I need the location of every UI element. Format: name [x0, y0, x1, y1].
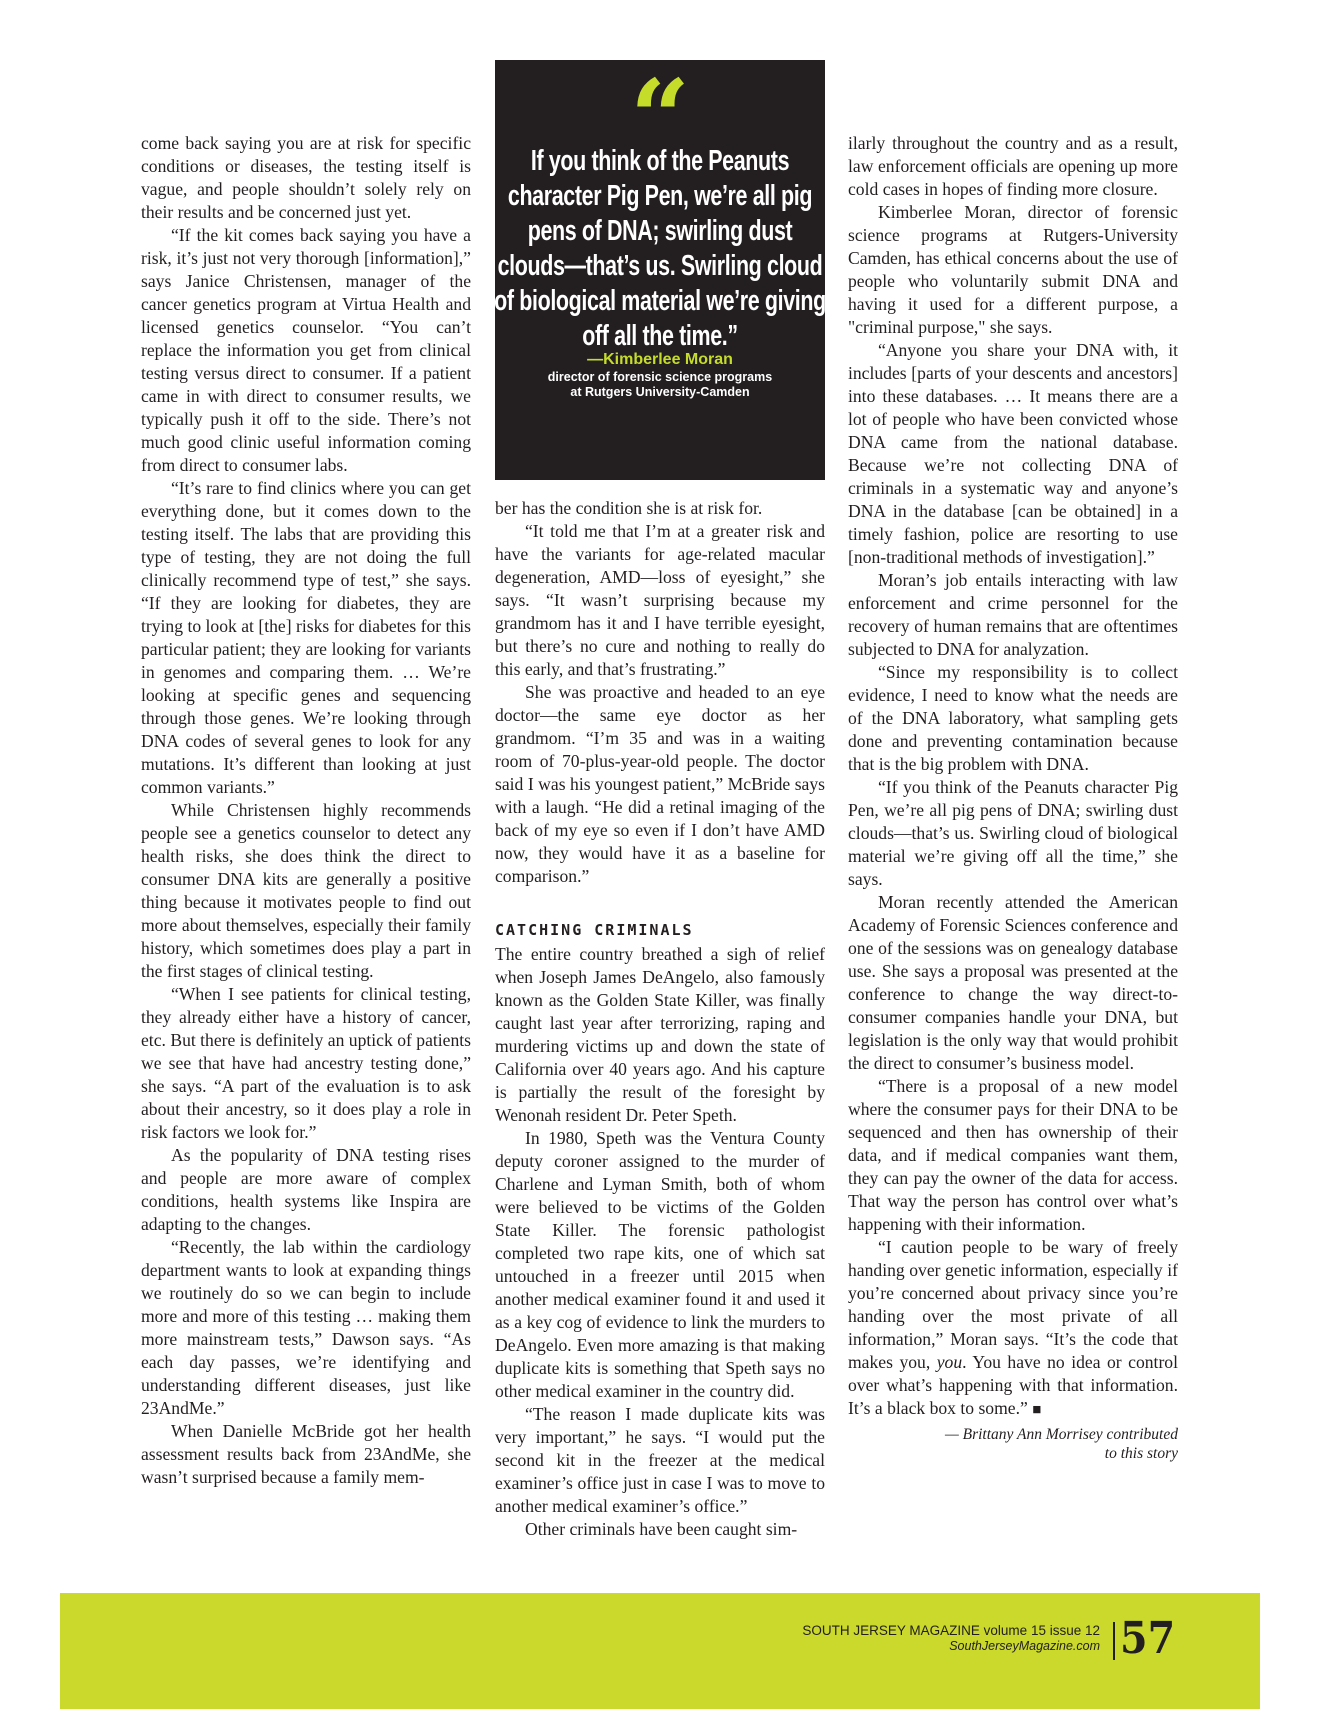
byline — [848, 1425, 1178, 1463]
end-mark-icon: ■ — [1032, 1402, 1042, 1418]
paragraph: “The reason I made duplicate kits was very important,” he says. “I would put the second kit in the freezer at the medical examiner’s office just in case I was to move to another medical examiner’s office.” — [495, 1404, 825, 1516]
paragraph: ilarly throughout the country and as a result, law enforcement officials are opening up more cold cases in hopes of finding more closure. — [848, 133, 1178, 199]
pull-quote-role-line: at Rutgers University-Camden — [570, 385, 750, 399]
paragraph: “If the kit comes back saying you have a risk, it’s just not very thorough [information],” says Janice Christensen, manager of the cancer genetics program at Virtua Health and licensed genetics counselor. “You can’t replace the information you get from clinical testing versus direct to consumer. If a patient came in with direct to consumer results, we typically push it off to the side. There’s not much good clinic useful information coming from direct to consumer labs. — [141, 225, 471, 475]
paragraph: While Christensen highly recommends people see a genetics counselor to detect any health risks, she does think the direct to consumer DNA kits are generally a positive thing because it motivates people to find out more about themselves, especially their family history, which sometimes does play a part in the first stages of clinical testing. — [141, 800, 471, 981]
paragraph: Moran’s job entails interacting with law enforcement and crime personnel for the recovery of human remains that are oftentimes subjected to DNA for analyzation. — [848, 570, 1178, 659]
magazine-issue-line: SOUTH JERSEY MAGAZINE volume 15 issue 12 — [802, 1623, 1100, 1638]
paragraph: “Recently, the lab within the cardiology department wants to look at expanding things we routinely do so we can begin to include more and more of this testing … making them more mainstream tests,” Dawson says. “As each day passes, we’re identifying and understanding different diseases, just like 23AndMe.” — [141, 1237, 471, 1418]
article-column-2 — [495, 497, 825, 1541]
section-subhead: CATCHING CRIMINALS — [495, 921, 694, 939]
article-column-1 — [141, 132, 471, 1489]
quote-mark-icon: “ — [630, 76, 690, 144]
paragraph: “It told me that I’m at a greater risk and have the variants for age-related macular degeneration, AMD—loss of eyesight,” she says. “It wasn’t surprising because my grandmom has it and I have terrible eyesight, but there’s no cure and nothing to really do this early, and that’s frustrating.” — [495, 521, 825, 679]
emphasis-text: you — [936, 1352, 963, 1372]
paragraph: She was proactive and headed to an eye doctor—the same eye doctor as her grandmom. “I’m 35 and was in a waiting room of 70-plus-year-old people. The doctor said I was his youngest patient,” McBride says with a laugh. “He did a retinal imaging of the back of my eye so even if I don’t have AMD now, they would have it as a baseline for comparison.” — [495, 682, 825, 886]
paragraph: “It’s rare to find clinics where you can get everything done, but it comes down to the testing itself. The labs that are providing this type of testing, they are not doing the full clinically recommend type of test,” she says. “If they are looking for diabetes, they are trying to look at [the] risks for diabetes for this particular patient; they are looking for variants in genomes and comparing them. … We’re looking at specific genes and sequencing through those genes. We’re looking through DNA codes of several genes to look for any mutations. It’s different than looking at just common variants.” — [141, 478, 471, 797]
paragraph: ber has the condition she is at risk for. — [495, 498, 763, 518]
paragraph: Moran recently attended the American Academy of Forensic Sciences conference and one of the sessions was on genealogy database use. She says a proposal was presented at the conference to change the way direct-to-consumer companies handle your DNA, but legislation is the only way that would prohibit the direct to consumer’s business model. — [848, 892, 1178, 1073]
byline-line: — Brittany Ann Morrisey contributed — [944, 1426, 1178, 1443]
paragraph: “There is a proposal of a new model where the consumer pays for their DNA to be sequenced and then has ownership of their data, and if medical companies want them, they can pay the owner of the data for access. That way the person has control over what’s happening with their information. — [848, 1076, 1178, 1234]
paragraph: Other criminals have been caught sim- — [525, 1519, 798, 1539]
final-paragraph-text: “I caution people to be wary of freely handing over genetic information, especially if you’re concerned about privacy since you’re handing over the most private of all information,” Moran says. “It’s the code that makes you, — [848, 1237, 1178, 1372]
website-link[interactable]: SouthJerseyMagazine.com — [949, 1639, 1100, 1653]
paragraph: When Danielle McBride got her health assessment results back from 23AndMe, she wasn’t surprised because a family mem- — [141, 1421, 471, 1487]
page-number: 57 — [1119, 1613, 1175, 1664]
final-paragraph-text: . You have no idea or control over what’s happening with that information. It’s a black box to some.” — [848, 1352, 1178, 1418]
paragraph: In 1980, Speth was the Ventura County deputy coroner assigned to the murder of Charlene and Lyman Smith, both of whom were believed to be victims of the Golden State Killer. The forensic pathologist completed two rape kits, one of which sat untouched in a freezer until 2015 when another medical examiner found it and used it as a key cog of evidence to link the murders to DeAngelo. Even more amazing is that making duplicate kits is something that Speth says no other medical examiner in the country did. — [495, 1128, 825, 1401]
footer-meta — [802, 1623, 1100, 1654]
page-footer — [60, 1593, 1260, 1709]
pull-quote-author: —Kimberlee Moran — [587, 351, 733, 368]
article-column-3 — [848, 132, 1178, 1463]
paragraph: The entire country breathed a sigh of relief when Joseph James DeAngelo, also famously known as the Golden State Killer, was finally caught last year after terrorizing, raping and murdering victims up and down the state of California over 40 years ago. And his capture is partially the result of the foresight by Wenonah resident Dr. Peter Speth. — [495, 944, 825, 1125]
byline-line: to this story — [1104, 1445, 1178, 1462]
paragraph: come back saying you are at risk for specific conditions or diseases, the testing itself is vague, and people shouldn’t solely rely on their results and be concerned just yet. — [141, 133, 471, 222]
paragraph: “Anyone you share your DNA with, it includes [parts of your descents and ancestors] into these databases. … It means there are a lot of people who have been convicted whose DNA came from the national database. Because we’re not collecting DNA of criminals in a systematic way and anyone’s DNA in the database [can be obtained] in a timely fashion, police are resorting to use [non-traditional methods of investigation].” — [848, 340, 1178, 567]
paragraph: “If you think of the Peanuts character Pig Pen, we’re all pig pens of DNA; swirling dust clouds—that’s us. Swirling cloud of biological material we’re giving off all the time,” she says. — [848, 777, 1178, 889]
paragraph: As the popularity of DNA testing rises and people are more aware of complex conditions, health systems like Inspira are adapting to the changes. — [141, 1145, 471, 1234]
pull-quote-role — [495, 370, 825, 400]
final-paragraph — [848, 1236, 1178, 1422]
footer-divider — [1113, 1622, 1115, 1660]
pull-quote-box — [495, 60, 825, 480]
pull-quote-text: If you think of the Peanuts character Pig Pen, we’re all pig pens of DNA; swirling dust clouds—that’s us. Swirling cloud of biological material we’re giving off all the time.” — [494, 145, 826, 352]
pull-quote-role-line: director of forensic science programs — [547, 370, 773, 384]
paragraph: Kimberlee Moran, director of forensic science programs at Rutgers-University Camden, has ethical concerns about the use of people who voluntarily submit DNA and having it used for a different purpose, a "criminal purpose," she says. — [848, 202, 1178, 337]
paragraph: “When I see patients for clinical testing, they already either have a history of cancer, etc. But there is definitely an uptick of patients we see that have had ancestry testing done,” she says. “A part of the evaluation is to ask about their ancestry, so it does play a role in risk factors we look for.” — [141, 984, 471, 1142]
paragraph: “Since my responsibility is to collect evidence, I need to know what the needs are of the DNA laboratory, what sampling gets done and preventing contamination because that is the big problem with DNA. — [848, 662, 1178, 774]
